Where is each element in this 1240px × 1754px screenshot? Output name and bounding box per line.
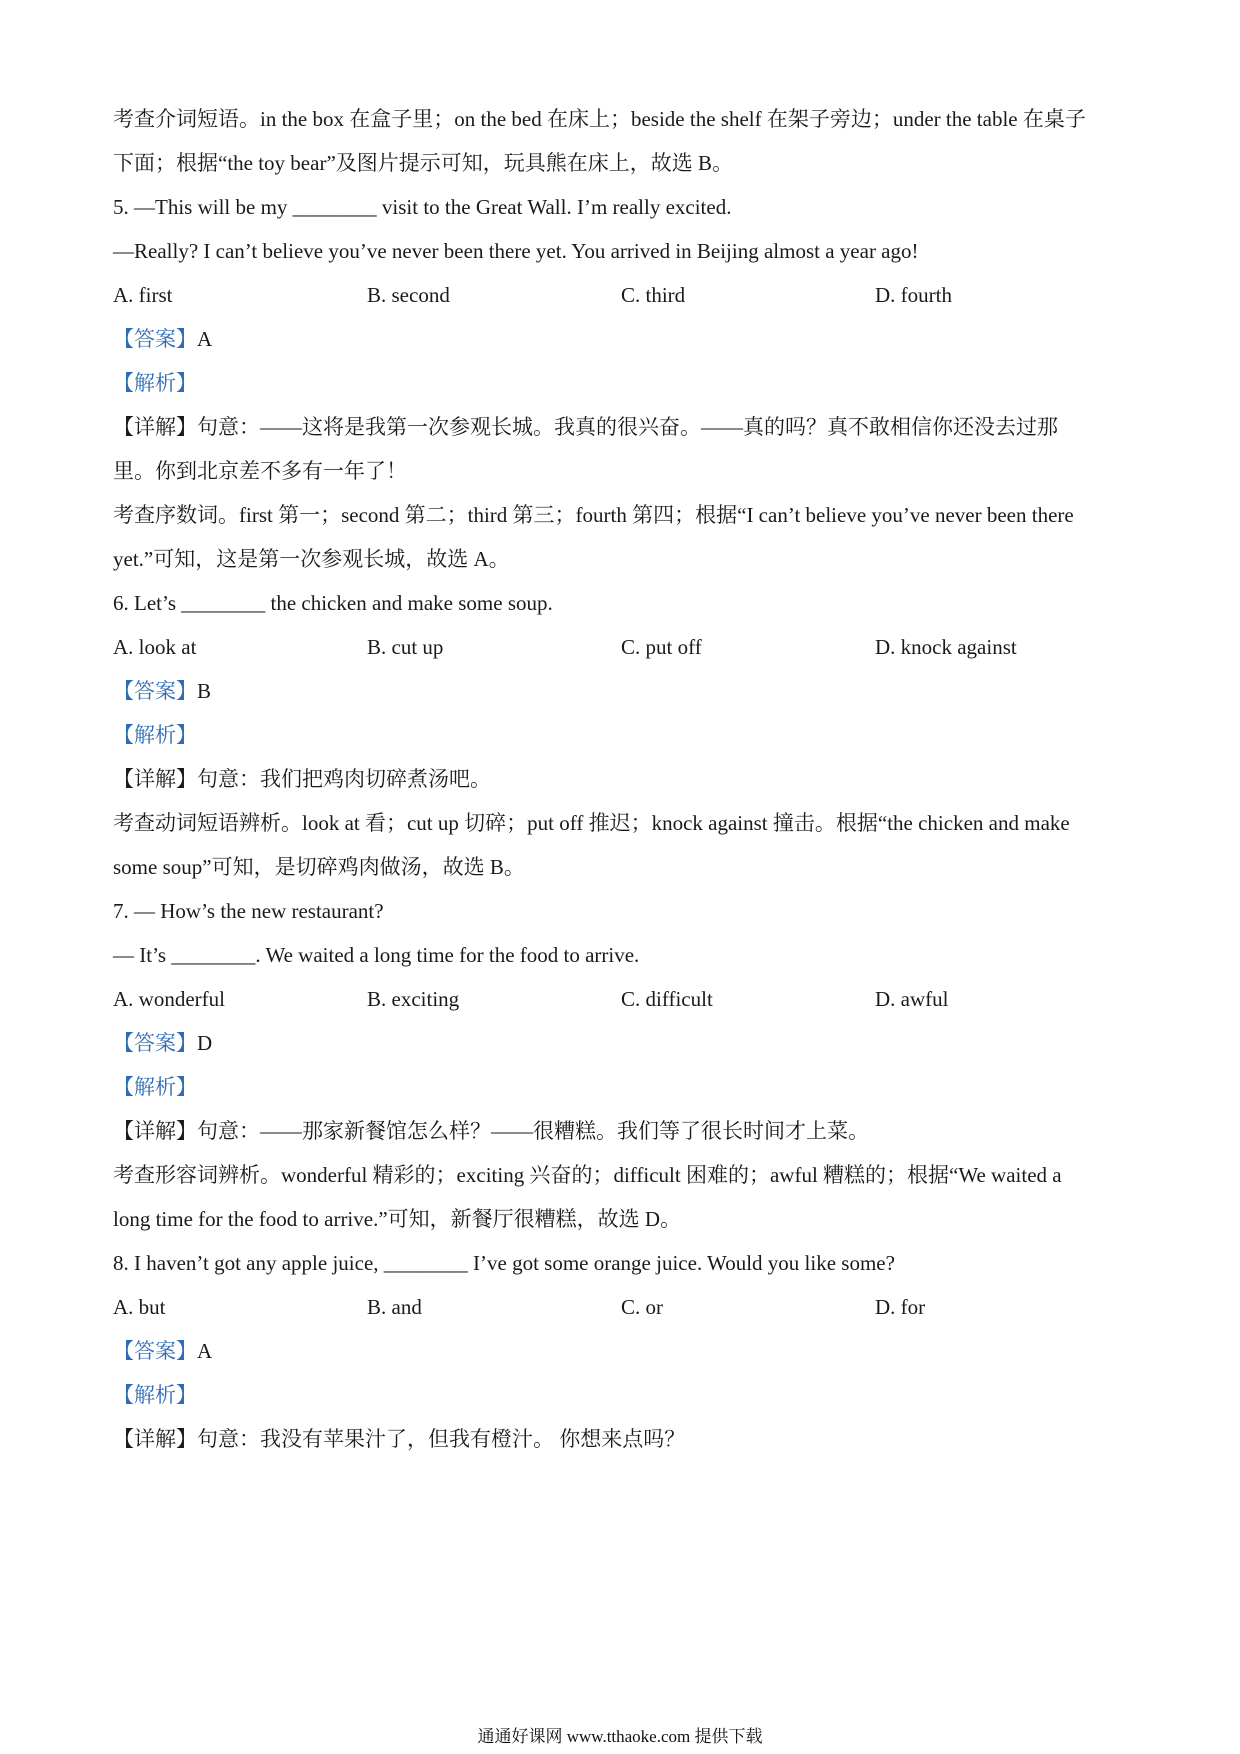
question-stem: 8. I haven’t got any apple juice, ________ I’ve got some orange juice. Would you like some? (113, 1251, 895, 1275)
option-b: B. cut up (367, 635, 444, 659)
explanation-line: 考查介词短语。in the box 在盒子里；on the bed 在床上；beside the shelf 在架子旁边；under the table 在桌子 (113, 107, 1086, 131)
option-c: C. put off (621, 635, 702, 659)
explanation-line: 考查序数词。first 第一；second 第二；third 第三；fourth 第四；根据“I can’t believe you’ve never been there (113, 503, 1074, 527)
question-stem: 5. —This will be my ________ visit to the Great Wall. I’m really excited. (113, 195, 732, 219)
option-d: D. awful (875, 987, 949, 1011)
option-b: B. exciting (367, 987, 460, 1011)
option-b: B. and (367, 1295, 422, 1319)
option-c: C. or (621, 1295, 663, 1319)
option-a: A. first (113, 283, 173, 307)
detail-tag: 【详解】 (113, 415, 197, 439)
question-stem: — It’s ________. We waited a long time for the food to arrive. (113, 943, 640, 967)
option-a: A. wonderful (113, 987, 225, 1011)
option-b: B. second (367, 283, 450, 307)
detail-text: 句意：我没有苹果汁了，但我有橙汁。 你想来点吗？ (197, 1427, 686, 1451)
options-row (113, 632, 1133, 662)
answer-value: D (197, 1031, 213, 1055)
detail-line (113, 412, 1133, 442)
option-a: A. look at (113, 635, 197, 659)
question-stem: 7. — How’s the new restaurant? (113, 899, 384, 923)
explanation-line: some soup”可知，是切碎鸡肉做汤，故选 B。 (113, 855, 525, 879)
detail-line (113, 764, 1133, 794)
detail-line (113, 1424, 1133, 1454)
explanation-line: yet.”可知，这是第一次参观长城，故选 A。 (113, 547, 510, 571)
analysis-line (113, 1072, 1133, 1102)
option-c: C. third (621, 283, 686, 307)
analysis-line (113, 368, 1133, 398)
options-row (113, 1292, 1133, 1322)
explanation-line: 考查形容词辨析。wonderful 精彩的；exciting 兴奋的；difficult 困难的；awful 糟糕的；根据“We waited a (113, 1163, 1062, 1187)
option-a: A. but (113, 1295, 166, 1319)
page-footer: 通通好课网 www.tthaoke.com 提供下载 (477, 1727, 763, 1746)
answer-line (113, 1028, 1133, 1058)
answer-line (113, 324, 1133, 354)
answer-value: A (197, 1339, 213, 1363)
detail-text: 句意：我们把鸡肉切碎煮汤吧。 (197, 767, 491, 791)
analysis-tag: 【解析】 (113, 723, 197, 747)
detail-text: 句意：——那家新餐馆怎么样？——很糟糕。我们等了很长时间才上菜。 (197, 1119, 869, 1143)
option-d: D. fourth (875, 283, 952, 307)
answer-tag: 【答案】 (113, 1031, 197, 1055)
analysis-tag: 【解析】 (113, 1383, 197, 1407)
option-d: D. knock against (875, 635, 1017, 659)
answer-tag: 【答案】 (113, 679, 197, 703)
explanation-line: 考查动词短语辨析。look at 看；cut up 切碎；put off 推迟；knock against 撞击。根据“the chicken and make (113, 811, 1070, 835)
detail-tag: 【详解】 (113, 767, 197, 791)
detail-tag: 【详解】 (113, 1427, 197, 1451)
detail-tag: 【详解】 (113, 1119, 197, 1143)
detail-line: 里。你到北京差不多有一年了！ (113, 459, 407, 483)
question-stem: —Really? I can’t believe you’ve never been there yet. You arrived in Beijing almost a year ago! (113, 239, 919, 263)
options-row (113, 984, 1133, 1014)
answer-tag: 【答案】 (113, 327, 197, 351)
options-row (113, 280, 1133, 310)
explanation-line: long time for the food to arrive.”可知，新餐厅很糟糕，故选 D。 (113, 1207, 682, 1231)
analysis-tag: 【解析】 (113, 371, 197, 395)
option-d: D. for (875, 1295, 926, 1319)
analysis-line (113, 1380, 1133, 1410)
detail-line (113, 1116, 1133, 1146)
analysis-line (113, 720, 1133, 750)
explanation-line: 下面；根据“the toy bear”及图片提示可知，玩具熊在床上，故选 B。 (113, 151, 734, 175)
answer-tag: 【答案】 (113, 1339, 197, 1363)
answer-line (113, 1336, 1133, 1366)
answer-line (113, 676, 1133, 706)
option-c: C. difficult (621, 987, 713, 1011)
detail-text: 句意：——这将是我第一次参观长城。我真的很兴奋。——真的吗？真不敢相信你还没去过那 (197, 415, 1058, 439)
analysis-tag: 【解析】 (113, 1075, 197, 1099)
answer-value: A (197, 327, 213, 351)
answer-value: B (197, 679, 212, 703)
question-stem: 6. Let’s ________ the chicken and make some soup. (113, 591, 553, 615)
